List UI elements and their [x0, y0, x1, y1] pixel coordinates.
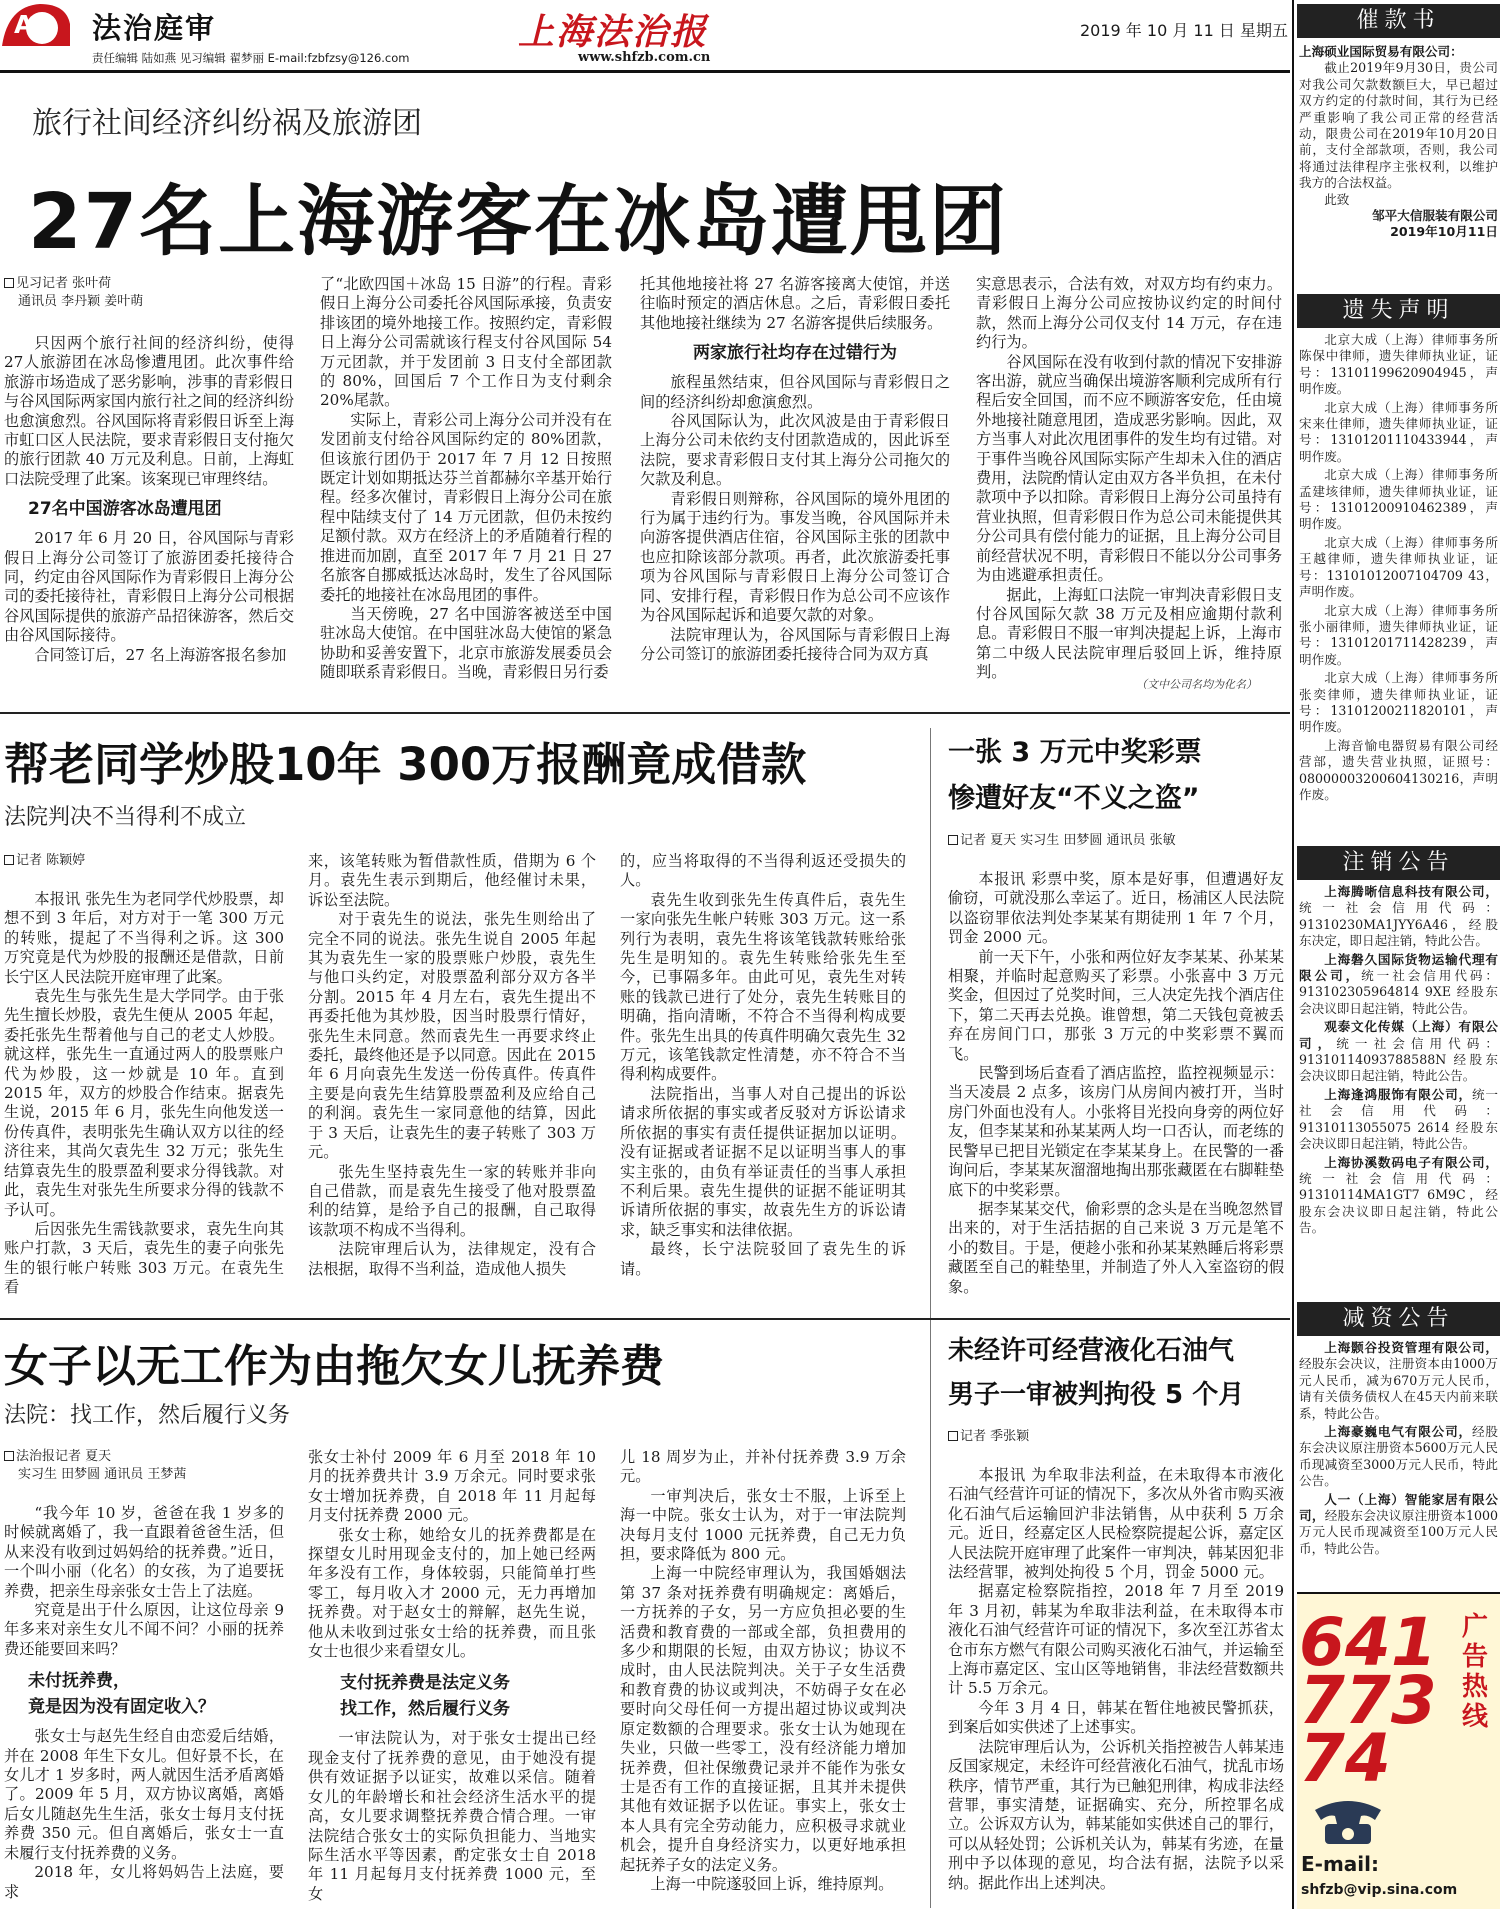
story4-subhead-1b: 竟是因为没有固定收入？ — [28, 1697, 215, 1718]
story4-column-2: 张女士补付 2009 年 6 月至 2018 年 10 月的抚养费共计 3.9 万余元。同时要求张女士增加抚养费，自 2018 年 11 月起每月支付抚养费 2000 元。 张女士称，她给女儿的抚养费都是在探望女儿时用现金支付的，加上她已经两年多没有工作，身体较弱，只能简单打些零工，每月收入才 2000 元，无力再增加抚养费。对于赵女士的辩解，赵先生说，他从未收到过张女士给的抚养费，而且张女士也很少来看望女儿。 支付抚养费是法定义务 找工作，然后履行义务 一审法院认为，对于张女士提出已经现金支付了抚养费的意见，由于她没有提供有效证据予以证实，故难以采信。随着女儿的年龄增长和社会经济生活水平的提高，女儿要求调整抚养费合情合理。一审法院结合张女士的实际负担能力、当地实际生活水平等因素，酌定张女士自 2018 年 11 月起每月支付抚养费 1000 元，至女 — [308, 1448, 596, 1903]
story4-column-3: 儿 18 周岁为止，并补付抚养费 3.9 万余元。 一审判决后，张女士不服，上诉至上海一中院。张女士认为，对于一审法院判决每月支付 1000 元抚养费，自己无力负担，要求降低为 800 元。 上海一中院经审理认为，我国婚姻法第 37 条对抚养费有明确规定：离婚后，一方抚养的子女，另一方应负担必要的生活费和教育费的一部或全部，负担费用的多少和期限的长短，由双方协议；协议不成时，由人民法院判决。关于子女生活费和教育费的协议或判决，不妨碍子女在必要时向父母任何一方提出超过协议或判决原定数额的合理要求。张女士认为她现在失业，只做一些零工，没有经济能力增加抚养费，但社保缴费记录并不能作为张女士是否有工作的直接证据，且其并未提供其他有效证据予以佐证。事实上，张女士本人具有完全劳动能力，应积极寻求就业机会，提升自身经济实力，以更好地承担起抚养子女的法定义务。 上海一中院遂驳回上诉，维持原判。 — [620, 1448, 906, 1893]
story4-subhead: 法院：找工作，然后履行义务 — [4, 1403, 291, 1428]
company-name: 上海腾晰信息科技有限公司， — [1324, 884, 1498, 899]
notice-text: 统一社会信用代码：91310114093788588N 经股东会决议即日起注销，特此公告。 — [1299, 1035, 1498, 1084]
notice-payment-demand — [1297, 4, 1500, 241]
company-name: 上海磐久国际货物运输代理有限公司， — [1299, 951, 1498, 984]
notice-text: 统一社会信用代码：91310230MA1JYY6A46，经股东决定，即日起注销，特此公告。 — [1299, 900, 1498, 949]
story2-headline: 帮老同学炒股10年 300万报酬竟成借款 — [4, 738, 807, 791]
notice-title: 注销公告 — [1297, 846, 1500, 880]
notice-text: 经股东会决议，注册资本由1000万元人民币，减为670万元人民币，请有关债务债权人在45天内前来联系，特此公告。 — [1299, 1356, 1498, 1421]
notice-entry — [1297, 1424, 1500, 1490]
notice-entry: 北京大成（上海）律师事务所陈保中律师，遗失律师执业证，证号：13101199620904945，声明作废。 — [1299, 332, 1498, 397]
classifieds-sidebar — [1297, 0, 1500, 1909]
story1-subhead-1: 27名中国游客冰岛遭甩团 — [28, 499, 222, 520]
notice-text: 经股东会决议原注册资本1000万元人民币现减资至100万元人民币，特此公告。 — [1299, 1508, 1498, 1556]
story3-byline: 记者 夏天 实习生 田梦圆 通讯员 张敏 — [948, 832, 1176, 850]
notice-body: 截止2019年9月30日，贵公司对我公司欠款数额巨大，早已超过双方约定的付款时间，其行为已经严重影响了我公司正常的经营活动，限贵公司在2019年10月20日前，支付全部款项，否则，我公司将通过法律程序主张权利，以维护我方的合法权益。 — [1299, 60, 1498, 191]
story1-byline: 见习记者 张叶荷 通讯员 李丹颖 姜叶萌 — [4, 275, 294, 311]
notice-entry — [1297, 1492, 1500, 1558]
notice-entry: 北京大成（上海）律师事务所张小丽律师，遗失律师执业证，证号：13101201711428239，声明作废。 — [1299, 602, 1498, 667]
story3-headline-1: 一张 3 万元中奖彩票 — [948, 737, 1202, 768]
story5-body: 本报讯 为牟取非法利益，在未取得本市液化石油气经营许可证的情况下，多次从外省市购买液化石油气后运输回沪非法销售，从中获利 5 万余元。近日，经嘉定区人民检察院提起公诉，嘉定区人民法院开庭审理了此案件一审判决，韩某因犯非法经营罪，被判处拘役 5 个月，罚金 5000 元。 据嘉定检察院指控，2018 年 7 月至 2019 年 3 月初，韩某为牟取非法利益，在未取得本市液化石油气经营许可证的情况下，多次至江苏省太仓市东方燃气有限公司购买液化石油气，并运输至上海市嘉定区、宝山区等地销售，非法经营数额共计 5.5 万余元。 今年 3 月 4 日，韩某在暂住地被民警抓获，到案后如实供述了上述事实。 法院审理后认为，公诉机关指控被告人韩某违反国家规定，未经许可经营液化石油气，扰乱市场秩序，情节严重，其行为已触犯刑律，构成非法经营罪，事实清楚，证据确实、充分，所控罪名成立。公诉双方认为，韩某能如实供述自己的罪行，可以从轻处罚；公诉机关认为，韩某有劣迹，在量刑中予以体现的意见，均合法有据，法院予以采纳。据此作出上述判决。 — [948, 1466, 1284, 1892]
story2-subhead: 法院判决不当得利不成立 — [4, 805, 247, 830]
story4-column-1: “我今年 10 岁，爸爸在我 1 岁多的时候就离婚了，我一直跟着爸爸生活，但从来没有收到过妈妈给的抚养费。”近日，一个叫小丽（化名）的女孩，为了追要抚养费，把亲生母亲张女士告上了法庭。 究竟是出于什么原因，让这位母亲 9 年多来对亲生女儿不闻不问？小丽的抚养费还能要回来吗？ 未付抚养费， 竟是因为没有固定收入？ 张女士与赵先生经自由恋爱后结婚，并在 2008 年生下女儿。但好景不长，在女儿才 1 岁多时，两人就因生活矛盾离婚了。2009 年 5 月，双方协议离婚，离婚后女儿随赵先生生活，张女士每月支付抚养费 350 元。但自离婚后，张女士一直未履行支付抚养费的义务。 2018 年，女儿将妈妈告上法庭，要求 — [4, 1504, 284, 1901]
page-number: A8 — [14, 10, 51, 39]
section-rule-2 — [0, 1318, 930, 1320]
notice-deregistration — [1297, 846, 1500, 1239]
sidebar-divider — [1292, 0, 1294, 1909]
section-title: 法治庭审 — [92, 11, 217, 45]
ad-hotline-title: 广告热线 — [1462, 1612, 1489, 1732]
story2-byline: 记者 陈颖婷 — [4, 852, 85, 870]
story4-headline: 女子以无工作为由拖欠女儿抚养费 — [4, 1341, 664, 1392]
notice-entry — [1297, 1019, 1500, 1085]
story2-column-3: 的，应当将取得的不当得利返还受损失的人。 袁先生收到张先生传真件后，袁先生一家向张先生帐户转账 303 万元。这一系列行为表明，袁先生将该笔钱款转账给张先生是明知的。袁先生转账给张先生至今，已事隔多年。由此可见，袁先生对转账的钱款已进行了处分，袁先生转账目的明确，指向清晰，不符合不当得利构成要件。张先生出具的传真件明确欠袁先生 32 万元，该笔钱款定性清楚，亦不符合不当得利构成要件。 法院指出，当事人对自己提出的诉讼请求所依据的事实或者反驳对方诉讼请求所依据的事实有责任提供证据加以证明。没有证据或者证据不足以证明当事人的事实主张的，由负有举证责任的当事人承担不利后果。袁先生提供的证据不能证明其诉请所依据的事实，故袁先生方的诉讼请求，缺乏事实和法律依据。 最终，长宁法院驳回了袁先生的诉请。 — [620, 852, 906, 1278]
notice-entry — [1297, 1340, 1500, 1422]
story1-column-1: 只因两个旅行社间的经济纠纷，使得27人旅游团在冰岛惨遭甩团。此次事件给旅游市场造成了恶劣影响，涉事的青彩假日与谷风国际两家国内旅行社之间的经济纠纷也愈演愈烈。谷风国际将青彩假日诉至上海市虹口区人民法院，要求青彩假日支付拖欠的旅行团款 40 万元及利息。日前，上海虹口法院受理了此案。该案现已审理终结。 27名中国游客冰岛遭甩团 2017 年 6 月 20 日，谷风国际与青彩假日上海分公司签订了旅游团委托接待合同，约定由谷风国际作为青彩假日上海分公司的委托接待社，青彩假日上海分公司根据谷风国际提供的旅游产品招徕游客，然后交由谷风国际接待。 合同签订后，27 名上海游客报名参加 — [4, 334, 294, 664]
ad-email-label: E-mail: — [1301, 1852, 1380, 1876]
notice-text: 统一社会信用代码：913102305964814 9XE 经股东会决议即日起注销，特此公告。 — [1299, 968, 1499, 1016]
ad-hotline — [1297, 1592, 1500, 1909]
story1-kicker: 旅行社间经济纠纷祸及旅游团 — [32, 106, 422, 141]
notice-entry: 上海音愉电器贸易有限公司经营部，遗失营业执照，证照号：08000003200604130216，声明作废。 — [1299, 737, 1498, 802]
byline-marker-icon — [4, 855, 14, 865]
editors-line: 责任编辑 陆如燕 见习编辑 翟梦丽 E-mail:fzbfzsy@126.com — [92, 51, 410, 65]
telephone-icon — [1309, 1790, 1387, 1850]
company-name: 上海逢鸿服饰有限公司， — [1324, 1086, 1472, 1102]
notice-text: 经股东会决议原注册资本5600万元人民币现减资至3000万元人民币，特此公告。 — [1299, 1424, 1499, 1489]
story1-subhead-2: 两家旅行社均存在过错行为 — [693, 343, 897, 364]
ad-email[interactable]: shfzb@vip.sina.com — [1301, 1882, 1458, 1898]
notice-title: 遗失声明 — [1297, 294, 1500, 328]
notice-entry — [1297, 1155, 1500, 1237]
notice-entry — [1297, 1087, 1500, 1153]
story3-headline-2: 惨遭好友“不义之盗” — [948, 783, 1200, 814]
issue-date: 2019 年 10 月 11 日 星期五 — [1080, 21, 1288, 40]
notice-loss — [1297, 294, 1500, 805]
story3-body: 本报讯 彩票中奖，原本是好事，但遭遇好友偷窃，可就没那么幸运了。近日，杨浦区人民法院以盗窃罪依法判处李某某有期徒刑 1 年 7 个月，罚金 2000 元。 前一天下午，小张和两位好友李某某、孙某某相聚，并临时起意购买了彩票。小张喜中 3 万元奖金，但因过了兑奖时间，三人决定先找个酒店住下，第二天再去兑换。谁曾想，第二天钱包竟被丢弃在房间门口，那张 3 万元的中奖彩票不翼而飞。 民警到场后查看了酒店监控，监控视频显示：当天凌晨 2 点多，该房门从房间内被打开，当时房门外面也没有人。小张将目光投向身旁的两位好友，但李某某和孙某某两人均一口否认，而老练的民警早已把目光锁定在李某某身上。在民警的一番询问后，李某某灰溜溜地掏出那张藏匿在右脚鞋垫底下的中奖彩票。 据李某某交代，偷彩票的念头是在当晚忽然冒出来的，对于生活拮据的自己来说 3 万元是笔不小的数目。于是，便趁小张和孙某某熟睡后将彩票藏匿至自己的鞋垫里，并制造了外人入室盗窃的假象。 — [948, 870, 1284, 1296]
story1-headline: 27名上海游客在冰岛遭甩团 — [28, 178, 1009, 267]
company-name: 上海豪巍电气有限公司， — [1324, 1424, 1472, 1440]
ad-phone-number[interactable]: 64177374 — [1299, 1604, 1437, 1797]
story1-column-4: 实意思表示，合法有效，对双方均有约束力。青彩假日上海分公司应按协议约定的时间付款，然而上海分公司仅支付 14 万元，存在违约行为。 谷风国际在没有收到付款的情况下安排游客出游，就应当确保出境游客顺利完成所有行程后安全回国，而不应不顾游客安危，任由境外地接社随意甩团，造成恶劣影响。因此，双方当事人对此次甩团事件的发生均有过错。对于事件当晚谷风国际实际产生却未入住的酒店费用，法院酌情认定由双方各半负担，在未付款项中予以扣除。青彩假日上海分公司虽持有营业执照，但青彩假日作为总公司未能提供其分公司具有偿付能力的证据，且上海分公司目前经营状况不明，青彩假日不能以分公司事务为由逃避承担责任。 据此，上海虹口法院一审判决青彩假日支付谷风国际欠款 38 万元及相应逾期付款利息。青彩假日不服一审判决提起上诉，上海市第二中级人民法院审理后驳回上诉，维持原判。 — [976, 275, 1282, 682]
story4-byline: 法治报记者 夏天 实习生 田梦圆 通讯员 王梦茜 — [4, 1448, 284, 1484]
byline-marker-icon — [948, 1431, 958, 1441]
section-rule-1 — [0, 712, 1290, 714]
notice-recipient: 上海硕业国际贸易有限公司： — [1299, 44, 1463, 59]
notice-capital-reduction — [1297, 1302, 1500, 1559]
story1-column-2: 了“北欧四国＋冰岛 15 日游”的行程。青彩假日上海分公司委托谷风国际承接，负责安排该团的境外地接工作。按照约定，青彩假日上海分公司需就该行程支付谷风国际 54 万元团款，并于发团前 3 日支付全部团款的 80%，回国后 7 个工作日为支付剩余 20%尾款。 实际上，青彩公司上海分公司并没有在发团前支付给谷风国际约定的 80%团款，但该旅行团仍于 2017 年 7 月 12 日按照既定计划如期抵达芬兰首都赫尔辛基开始行程。经多次催讨，青彩假日上海分公司在旅程中陆续支付了 14 万元团款，但仍未按约足额付款。双方在经济上的矛盾随着行程的推进而加剧，直至 2017 年 7 月 21 日 27 名旅客自挪威抵达冰岛时，发生了谷风国际委托的地接社在冰岛甩团的事件。 当天傍晚，27 名中国游客被送至中国驻冰岛大使馆。在中国驻冰岛大使馆的紧急协助和妥善安置下，北京市旅游发展委员会随即联系青彩假日。当晚，青彩假日另行委 — [320, 275, 612, 682]
notice-sender: 邹平大信服装有限公司 — [1372, 208, 1498, 224]
newspaper-logo: 上海法治报 — [518, 11, 709, 53]
story1-column-3: 托其他地接社将 27 名游客接离大使馆，并送往临时预定的酒店休息。之后，青彩假日委托其他地接社继续为 27 名游客提供后续服务。 两家旅行社均存在过错行为 旅程虽然结束，但谷风国际与青彩假日之间的经济纠纷却愈演愈烈。 谷风国际认为，此次风波是由于青彩假日上海分公司未依约支付团款造成的，因此诉至法院，要求青彩假日支付其上海分公司拖欠的欠款及利息。 青彩假日则辩称，谷风国际的境外甩团的行为属于违约行为。事发当晚，谷风国际并未向游客提供酒店住宿，谷风国际主张的团款中也应扣除该部分款项。再者，此次旅游委托事项为谷风国际与青彩假日上海分公司签订合同、安排行程，青彩假日作为总公司不应该作为谷风国际起诉和追要欠款的对象。 法院审理认为，谷风国际与青彩假日上海分公司签订的旅游团委托接待合同为双方真 — [640, 275, 950, 663]
company-name: 人一（上海）智能家居有限公司， — [1299, 1491, 1498, 1524]
story5-headline-1: 未经许可经营液化石油气 — [948, 1336, 1235, 1366]
company-name: 上海颢谷投资管理有限公司， — [1324, 1340, 1498, 1355]
notice-title: 催款书 — [1297, 4, 1500, 38]
company-name: 观泰文化传媒（上海）有限公司， — [1299, 1019, 1498, 1051]
story5-headline-2: 男子一审被判拘役 5 个月 — [948, 1380, 1245, 1410]
story2-column-1: 本报讯 张先生为老同学代炒股票，却想不到 3 年后，对方对于一笔 300 万元的转账，提起了不当得利之诉。这 300 万究竟是代为炒股的报酬还是借款，日前长宁区人民法院开庭审理了此案。 袁先生与张先生是大学同学。由于张先生擅长炒股，袁先生便从 2005 年起，委托张先生帮着他与自己的老丈人炒股。就这样，张先生一直通过两人的股票账户代为炒股，这一炒就是 10 年。直到 2015 年，双方的炒股合作结束。据袁先生说，2015 年 6 月，张先生向他发送一份传真件，表明张先生确认双方以往的经济往来，其尚欠袁先生 32 万元；张先生结算袁先生的股票盈利要求分得钱款。对此，袁先生对张先生所要求分得的钱款不予认可。 后因张先生需钱款要求，袁先生向其账户打款，3 天后，袁先生的妻子向张先生的银行帐户转账 303 万元。在袁先生看 — [4, 890, 284, 1297]
byline-marker-icon — [4, 278, 14, 288]
notice-entry: 北京大成（上海）律师事务所张奕律师，遗失律师执业证，证号：13101200211820101，声明作废。 — [1299, 670, 1498, 735]
story4-subhead-1a: 未付抚养费， — [28, 1671, 130, 1692]
notice-text: 统一社会信用代码：91310114MA1GT7 6M9C，经股东会决议即日起注销，特此公告。 — [1299, 1170, 1498, 1236]
story5-byline: 记者 季张颖 — [948, 1428, 1029, 1446]
website-url[interactable]: www.shfzb.com.cn — [578, 50, 711, 65]
story4-subhead-2b: 找工作，然后履行义务 — [340, 1699, 510, 1720]
notice-entry — [1297, 884, 1500, 950]
notice-entry: 北京大成（上海）律师事务所孟建垓律师，遗失律师执业证，证号：13101200910462389，声明作废。 — [1299, 467, 1498, 532]
notice-date: 2019年10月11日 — [1390, 224, 1498, 240]
section-rule-3 — [930, 1318, 1290, 1320]
byline-marker-icon — [948, 835, 958, 845]
company-name: 上海协溪数码电子有限公司， — [1324, 1154, 1498, 1170]
notice-entry: 北京大成（上海）律师事务所王越律师，遗失律师执业证，证号：13101012007104709 43，声明作废。 — [1299, 534, 1498, 600]
notice-title: 减资公告 — [1297, 1302, 1500, 1336]
story4-subhead-2a: 支付抚养费是法定义务 — [340, 1673, 510, 1694]
page-number-badge — [0, 0, 72, 48]
masthead-rule — [0, 70, 1290, 73]
story2-column-2: 来，该笔转账为暂借款性质，借期为 6 个月。袁先生表示到期后，他经催讨未果，诉讼至法院。 对于袁先生的说法，张先生则给出了完全不同的说法。张先生说自 2005 年起其为袁先生一家的股票账户炒股，袁先生与他口头约定，对股票盈利部分双方各半分割。2015 年 4 月左右，袁先生提出不再委托他为其炒股，因当时股票行情好，张先生未同意。然而袁先生一再要求终止委托，最终他还是予以同意。因此在 2015 年 6 月向袁先生发送一份传真件。传真件主要是向袁先生结算股票盈利及应给自己的利润。袁先生一家同意他的结算，因此于 3 天后，让袁先生的妻子转账了 303 万元。 张先生坚持袁先生一家的转账并非向自己借款，而是袁先生接受了他对股票盈利的结算，是给予自己的报酬，自己取得该款项不构成不当得利。 法院审理后认为，法律规定，没有合法根据，取得不当利益，造成他人损失 — [308, 852, 596, 1278]
notice-entry — [1297, 952, 1500, 1018]
notice-entry: 北京大成（上海）律师事务所宋来仕律师，遗失律师执业证，证号：13101201110433944，声明作废。 — [1299, 399, 1498, 464]
story1-note: （文中公司名均为化名） — [1136, 678, 1257, 691]
byline-marker-icon — [4, 1451, 14, 1461]
notice-closing: 此致 — [1324, 191, 1350, 207]
notice-text: 统一社会信用代码：91310113055075 2614 经股东会决议即日起注销，特此公告。 — [1299, 1086, 1499, 1152]
